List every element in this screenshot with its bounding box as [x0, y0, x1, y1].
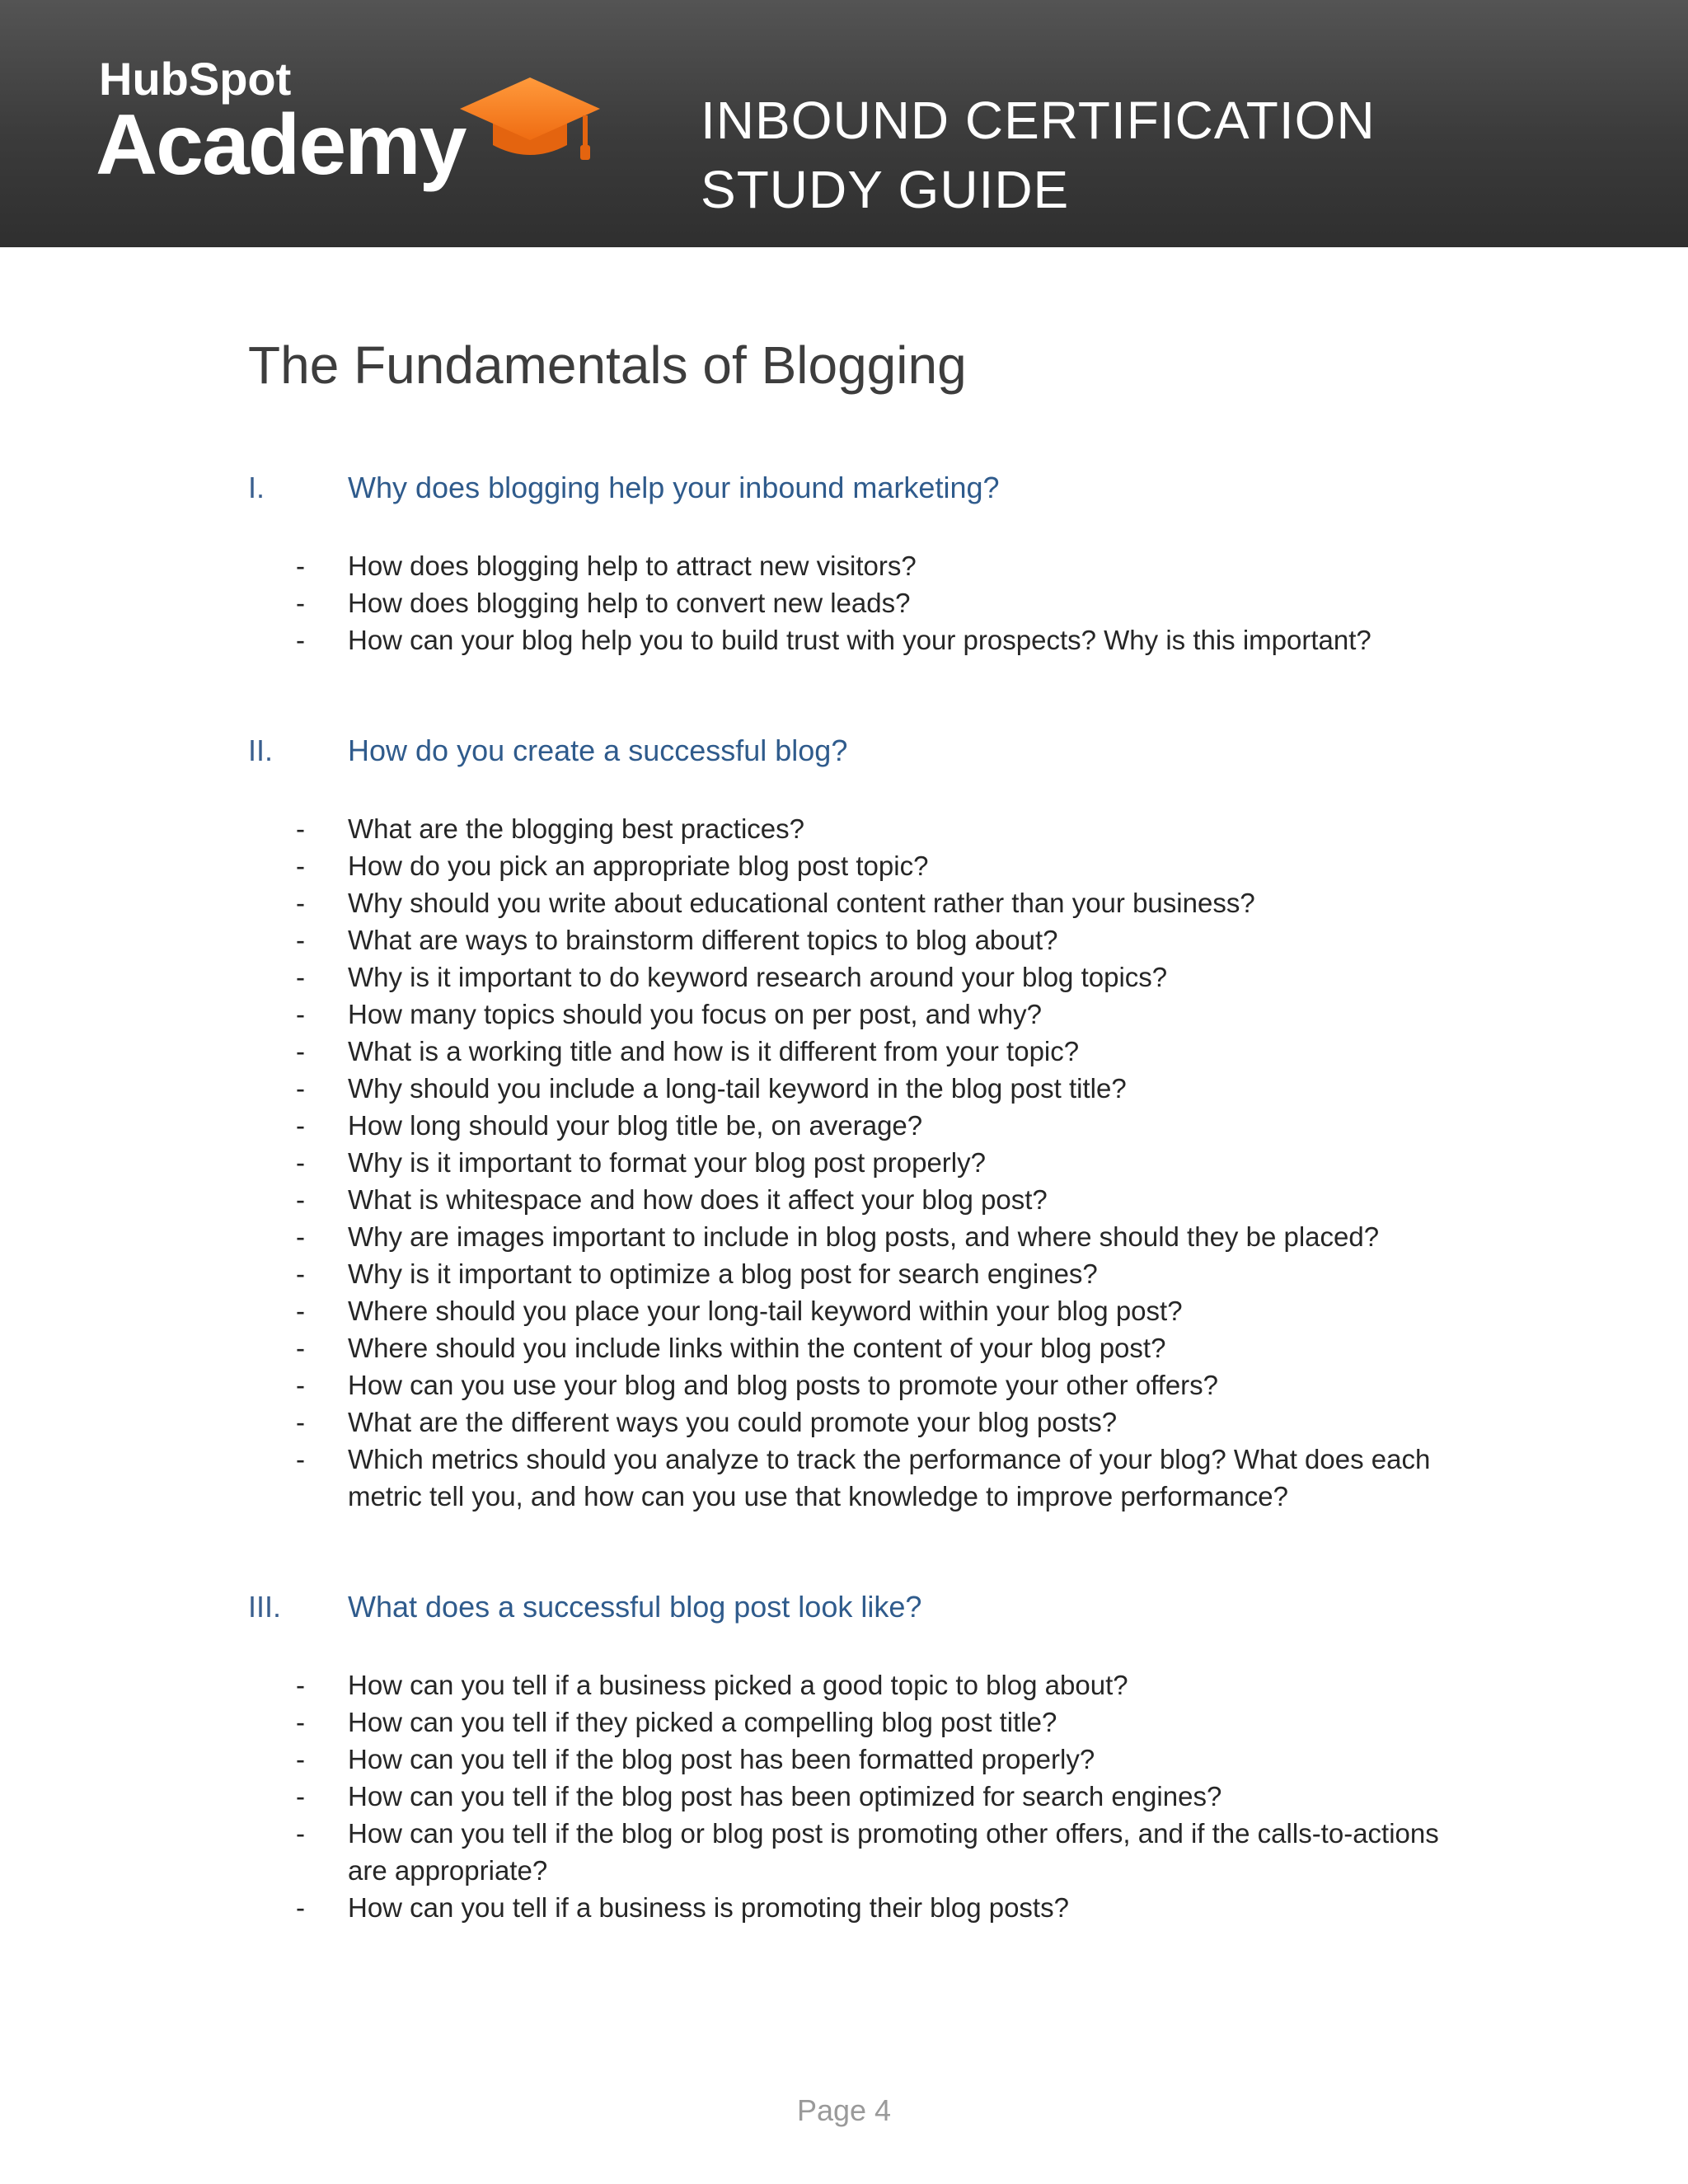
question-text: What is a working title and how is it different from your topic?: [348, 1036, 1080, 1066]
question-text: Why is it important to do keyword research around your blog topics?: [348, 962, 1168, 992]
question-text: Why is it important to format your blog post properly?: [348, 1147, 986, 1178]
graduation-cap-icon: [460, 76, 600, 171]
list-item: [248, 1441, 1451, 1515]
bullet-dash: -: [296, 1407, 305, 1437]
section-numeral: I.: [248, 471, 265, 504]
bullet-dash: -: [296, 1370, 305, 1400]
section-numeral: II.: [248, 733, 274, 767]
question-text: How does blogging help to convert new leads?: [348, 588, 911, 618]
section-title: How do you create a successful blog?: [348, 733, 848, 767]
list-item: [248, 621, 1451, 658]
question-text: What are ways to brainstorm different topics to blog about?: [348, 925, 1058, 955]
list-item: [248, 1292, 1451, 1329]
bullet-dash: -: [296, 1744, 305, 1774]
list-item: [248, 996, 1451, 1033]
list-item: [248, 1107, 1451, 1144]
bullet-dash: -: [296, 1781, 305, 1811]
question-text: Where should you place your long-tail keyword within your blog post?: [348, 1296, 1183, 1326]
list-item: [248, 958, 1451, 996]
bullet-dash: -: [296, 999, 305, 1029]
bullet-dash: -: [296, 1670, 305, 1700]
question-text: How does blogging help to attract new visitors?: [348, 551, 917, 581]
question-text: What are the different ways you could promote your blog posts?: [348, 1407, 1118, 1437]
bullet-dash: -: [296, 851, 305, 881]
logo-academy-text: Academy: [96, 97, 466, 193]
question-text: How can you tell if the blog post has been formatted properly?: [348, 1744, 1095, 1774]
question-text: How can you use your blog and blog posts to promote your other offers?: [348, 1370, 1219, 1400]
list-item: [248, 921, 1451, 958]
logo-hubspot-text: HubSpot: [99, 53, 292, 105]
section-title: What does a successful blog post look like?: [348, 1590, 922, 1624]
question-text: How many topics should you focus on per post, and why?: [348, 999, 1042, 1029]
list-item: [248, 1144, 1451, 1181]
bullet-dash: -: [296, 962, 305, 992]
section-numeral: III.: [248, 1590, 282, 1624]
list-item: [248, 1255, 1451, 1292]
question-text: How can you tell if the blog or blog post is promoting other offers, and if the calls-to-actions are appropriate?: [348, 1818, 1439, 1886]
section-heading: [248, 724, 1451, 777]
bullet-dash: -: [296, 1444, 305, 1474]
list-item: [248, 810, 1451, 847]
question-list: [248, 547, 1451, 658]
question-text: How can you tell if a business picked a good topic to blog about?: [348, 1670, 1128, 1700]
document-title-line-2: STUDY GUIDE: [701, 160, 1070, 219]
page-title: The Fundamentals of Blogging: [248, 335, 967, 395]
page-number: Page 4: [796, 2093, 892, 2127]
list-item: [248, 1070, 1451, 1107]
question-text: Which metrics should you analyze to track the performance of your blog? What does each metric tell you, and how can you use that knowledge to improve performance?: [348, 1444, 1431, 1511]
bullet-dash: -: [296, 1707, 305, 1737]
document-title-line-1: INBOUND CERTIFICATION: [701, 91, 1376, 150]
list-item: [248, 1404, 1451, 1441]
list-item: [248, 1666, 1451, 1704]
section-heading: [248, 1581, 1451, 1633]
bullet-dash: -: [296, 625, 305, 655]
bullet-dash: -: [296, 1892, 305, 1923]
bullet-dash: -: [296, 1147, 305, 1178]
list-item: [248, 547, 1451, 584]
section-1: [248, 462, 1451, 658]
question-text: Why should you write about educational content rather than your business?: [348, 888, 1255, 918]
bullet-dash: -: [296, 1818, 305, 1849]
question-text: Why are images important to include in blog posts, and where should they be placed?: [348, 1221, 1380, 1252]
list-item: [248, 1704, 1451, 1741]
list-item: [248, 1366, 1451, 1404]
list-item: [248, 584, 1451, 621]
question-text: Why is it important to optimize a blog post for search engines?: [348, 1258, 1098, 1289]
list-item: [248, 1181, 1451, 1218]
question-list: [248, 810, 1451, 1515]
bullet-dash: -: [296, 1258, 305, 1289]
question-text: How can you tell if a business is promoting their blog posts?: [348, 1892, 1069, 1923]
question-text: How can you tell if they picked a compelling blog post title?: [348, 1707, 1057, 1737]
question-text: How can your blog help you to build trust with your prospects? Why is this important?: [348, 625, 1372, 655]
bullet-dash: -: [296, 888, 305, 918]
bullet-dash: -: [296, 1073, 305, 1104]
bullet-dash: -: [296, 1296, 305, 1326]
list-item: [248, 1778, 1451, 1815]
list-item: [248, 884, 1451, 921]
bullet-dash: -: [296, 1036, 305, 1066]
bullet-dash: -: [296, 1110, 305, 1141]
list-item: [248, 1741, 1451, 1778]
question-text: What are the blogging best practices?: [348, 813, 804, 844]
study-guide-content: [248, 462, 1451, 1992]
bullet-dash: -: [296, 1184, 305, 1215]
bullet-dash: -: [296, 1221, 305, 1252]
section-3: [248, 1581, 1451, 1926]
question-text: How can you tell if the blog post has been optimized for search engines?: [348, 1781, 1222, 1811]
list-item: [248, 1329, 1451, 1366]
section-title: Why does blogging help your inbound marketing?: [348, 471, 1000, 504]
bullet-dash: -: [296, 925, 305, 955]
question-text: Why should you include a long-tail keyword in the blog post title?: [348, 1073, 1127, 1104]
list-item: [248, 847, 1451, 884]
page-header: [0, 0, 1688, 247]
section-2: [248, 724, 1451, 1515]
question-list: [248, 1666, 1451, 1926]
list-item: [248, 1033, 1451, 1070]
section-heading: [248, 462, 1451, 514]
question-text: Where should you include links within the content of your blog post?: [348, 1333, 1166, 1363]
question-text: How do you pick an appropriate blog post topic?: [348, 851, 929, 881]
question-text: How long should your blog title be, on average?: [348, 1110, 923, 1141]
document-title: [701, 86, 1442, 224]
bullet-dash: -: [296, 1333, 305, 1363]
bullet-dash: -: [296, 588, 305, 618]
bullet-dash: -: [296, 813, 305, 844]
list-item: [248, 1815, 1451, 1889]
question-text: What is whitespace and how does it affect your blog post?: [348, 1184, 1048, 1215]
bullet-dash: -: [296, 551, 305, 581]
list-item: [248, 1218, 1451, 1255]
list-item: [248, 1889, 1451, 1926]
